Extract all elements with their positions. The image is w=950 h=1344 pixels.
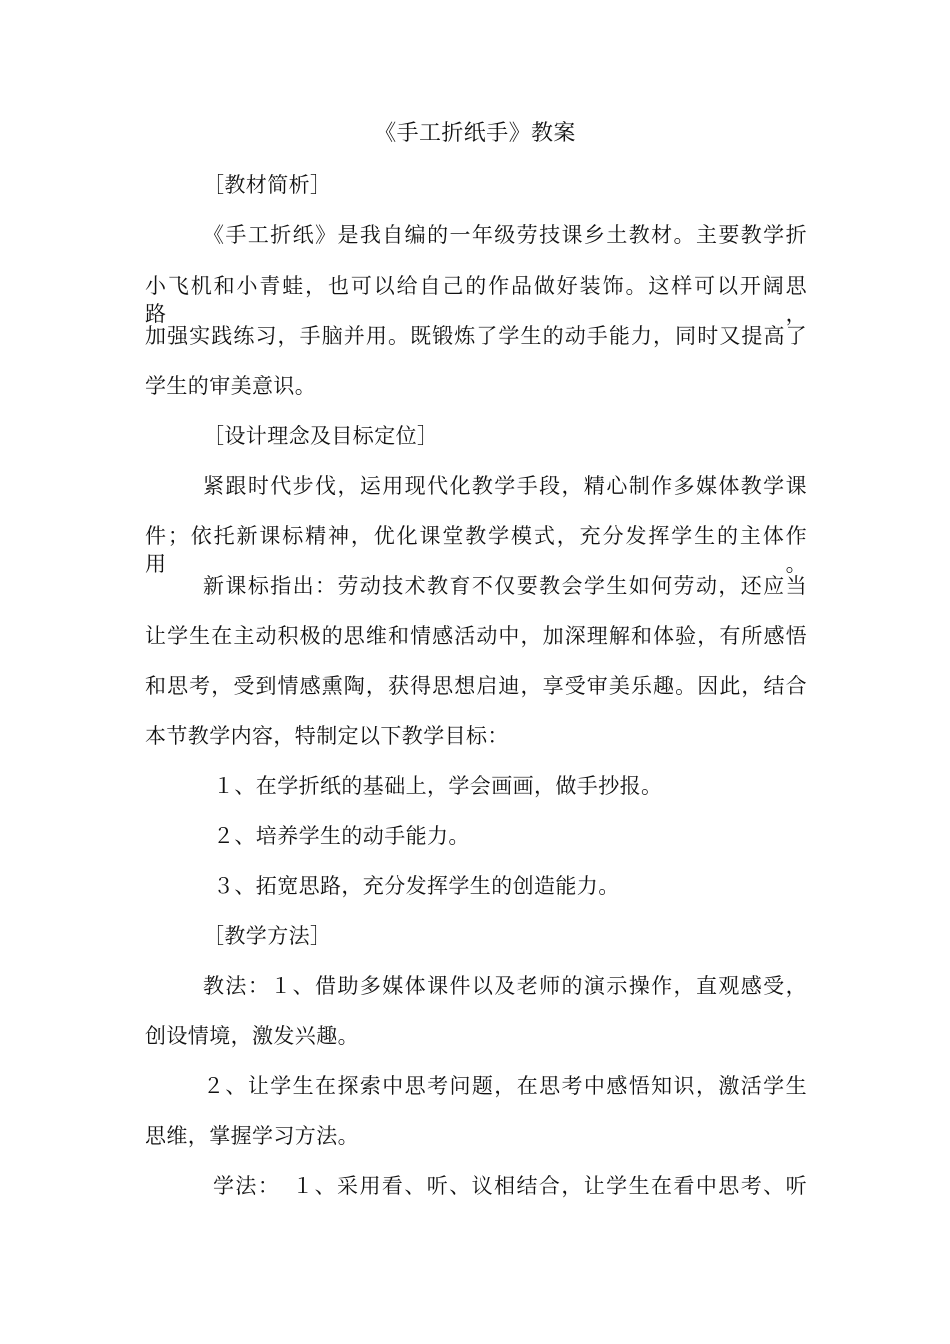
goal-item-1: １、在学折纸的基础上，学会画画，做手抄报。 — [213, 774, 663, 798]
paragraph-line: 件；依托新课标精神，优化课堂教学模式，充分发挥学生的主体作用。 — [145, 524, 807, 576]
paragraph-line: 紧跟时代步伐，运用现代化教学手段，精心制作多媒体教学课 — [203, 474, 807, 498]
paragraph-line: 新课标指出：劳动技术教育不仅要教会学生如何劳动，还应当 — [203, 574, 807, 598]
paragraph-line: 《手工折纸》是我自编的一年级劳技课乡土教材。主要教学折 — [203, 223, 807, 247]
paragraph-line: 让学生在主动积极的思维和情感活动中，加深理解和体验，有所感悟 — [145, 624, 807, 648]
paragraph-line: 创设情境，激发兴趣。 — [145, 1024, 359, 1048]
goal-item-3: ３、拓宽思路，充分发挥学生的创造能力。 — [213, 874, 620, 898]
paragraph-line: 小飞机和小青蛙，也可以给自己的作品做好装饰。这样可以开阔思路， — [145, 274, 807, 326]
paragraph-line: 教法：１、借助多媒体课件以及老师的演示操作，直观感受， — [203, 974, 807, 998]
section-heading-design-concept: ［设计理念及目标定位］ — [203, 424, 439, 448]
paragraph-line: 和思考，受到情感熏陶，获得思想启迪，享受审美乐趣。因此，结合 — [145, 674, 807, 698]
paragraph-line: 思维，掌握学习方法。 — [145, 1124, 359, 1148]
page-title: 《手工折纸手》教案 — [374, 121, 576, 146]
section-heading-material-analysis: ［教材简析］ — [203, 173, 332, 197]
paragraph-line: 本节教学内容，特制定以下教学目标： — [145, 724, 509, 748]
paragraph-line: 学生的审美意识。 — [145, 374, 317, 398]
section-heading-teaching-methods: ［教学方法］ — [203, 924, 332, 948]
goal-item-2: ２、培养学生的动手能力。 — [213, 824, 470, 848]
paragraph-line: ２、让学生在探索中思考问题，在思考中感悟知识，激活学生 — [203, 1074, 807, 1098]
paragraph-line: 加强实践练习，手脑并用。既锻炼了学生的动手能力，同时又提高了 — [145, 324, 807, 348]
paragraph-line: 学法： １、采用看、听、议相结合，让学生在看中思考、听 — [213, 1174, 807, 1198]
